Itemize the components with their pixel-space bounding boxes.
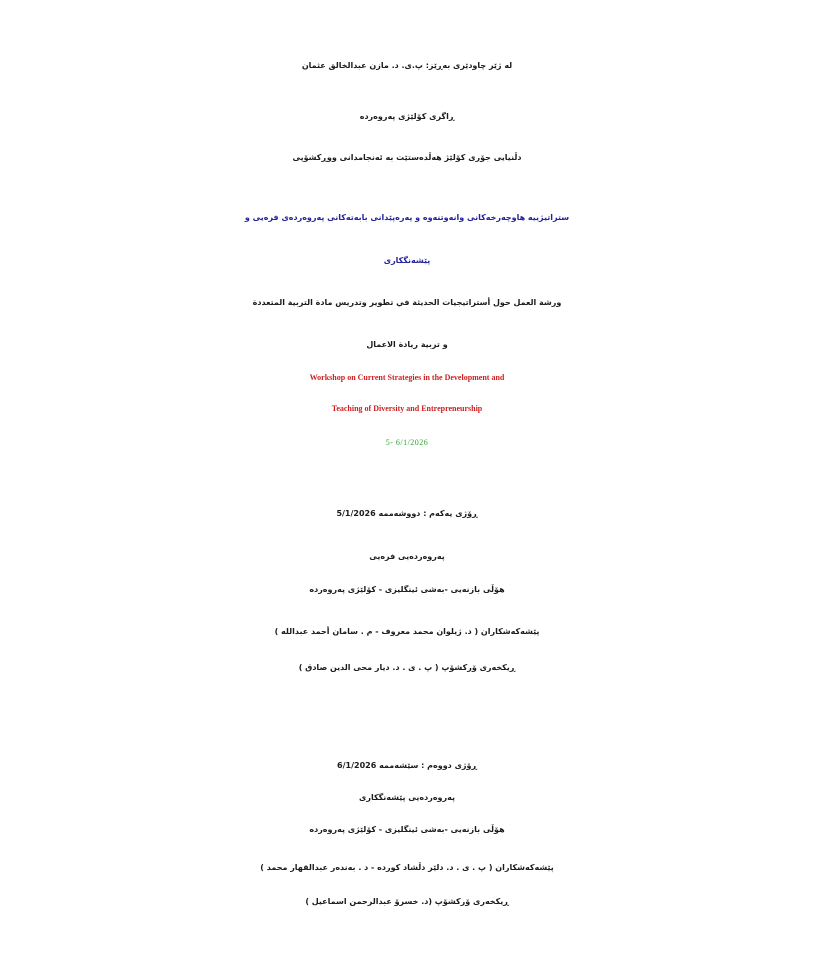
day-two-topic: پەروەردەیی پێشەنگکاری: [359, 793, 455, 802]
workshop-dates: 5- 6/1/2026: [385, 438, 429, 447]
quality-unit-line: دڵنیایی جۆری کۆلێژ هەڵدەستێت بە ئەنجامدانی ووڕکشۆپی: [292, 153, 522, 162]
day-one-venue: هۆڵی بازنەیی -بەشی ئینگلیزی - کۆلێژی پەروەردە: [309, 585, 505, 594]
kurdish-title-line-2: پێشەنگکاری: [383, 256, 431, 265]
english-title-line-2: Teaching of Diversity and Entrepreneurship: [331, 404, 483, 413]
supervision-line: لە ژێر چاودێری بەڕێز: پ.ی. د. مازن عبدالخالق عثمان: [301, 61, 513, 70]
day-two-organizer: ڕیکخەری ۆرکشۆپ (د. خسرۆ عبدالرحمن اسماعیل ): [305, 897, 509, 906]
english-title-line-1: Workshop on Current Strategies in the Development and: [309, 373, 505, 382]
arabic-title-line-2: و تربية ريادة الاعمال: [366, 340, 448, 349]
arabic-title-line-1: ورشة العمل حول أستراتيجيات الحديثة في تطوير وتدريس مادة التربية المتعددة: [252, 298, 562, 307]
day-two-venue: هۆڵی بازنەیی -بەشی ئینگلیزی - کۆلێژی پەروەردە: [309, 825, 505, 834]
day-one-organizer: ڕیکخەری ۆرکشۆپ ( پ . ی . د. دیار محی الدین صادق ): [298, 663, 516, 672]
day-two-heading: ڕۆژی دووەم : سێشەممە 6/1/2026: [337, 761, 477, 770]
day-one-heading: ڕۆژی یەکەم : دووشەممە 5/1/2026: [336, 509, 478, 518]
dean-title: ڕاگری کۆلێژی پەروەردە: [359, 112, 455, 121]
day-one-presenters: پێشەکەشکاران ( د. ژیلوان محمد معروف - م . سامان أحمد عبدالله ): [274, 627, 540, 636]
day-two-presenters: پێشەکەشکاران ( پ . ی . د. دلێر دڵشاد کوردە - د . بەندەر عبدالقهار محمد ): [260, 863, 554, 872]
day-one-topic: پەروەردەیی فرەیی: [369, 552, 445, 561]
kurdish-title-line-1: ستراتیژییە هاوچەرخەکانی وانەوتنەوە و پەرەپێدانی بابەتەکانی پەروەردەی فرەیی و: [244, 213, 570, 222]
